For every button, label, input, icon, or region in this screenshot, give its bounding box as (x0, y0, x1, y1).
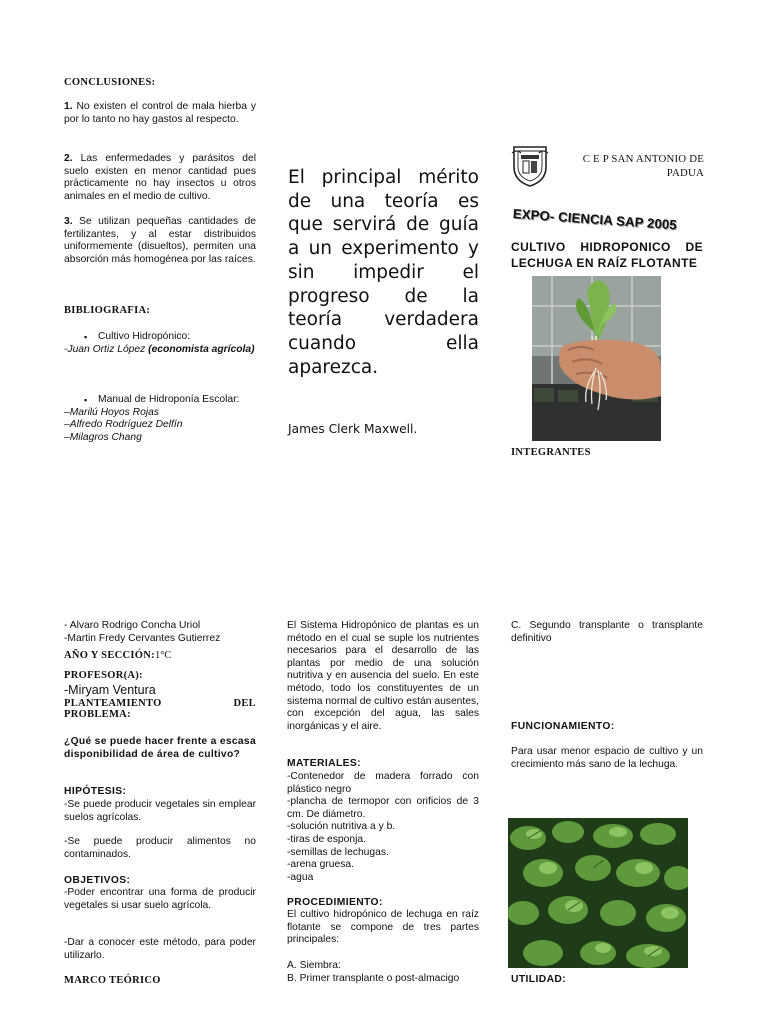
conclusion-3: 3. Se utilizan pequeñas cantidades de fertilizantes, y al estar distribuidos uniformemente (disueltos), permiten una absorción más homogénea por las raíces. (64, 216, 256, 265)
procedure-intro: El cultivo hidropónico de lechuga en raíz flotante se compone de tres partes principales: (287, 909, 479, 946)
utility-heading: UTILIDAD: (511, 974, 567, 985)
member-name: -Martin Fredy Cervantes Gutierrez (64, 632, 221, 644)
conclusion-2: 2. Las enfermedades y parásitos del suelo existen en menor cantidad pues prácticamente no hay insectos u otros animales en el medio de cultivo. (64, 153, 256, 202)
bib2-author: –Marilú Hoyos Rojas (64, 406, 159, 418)
hypothesis-2: -Se puede producir alimentos no contaminados. (64, 836, 256, 860)
lettuce-seedling-photo (532, 276, 661, 441)
procedure-steps (287, 960, 487, 985)
bib1-note: (economista agrícola) (148, 343, 255, 355)
bib1-author: -Juan Ortiz López (64, 343, 149, 355)
objective-2: -Dar a conocer este método, para poder utilizarlo. (64, 937, 256, 961)
procedure-step: B. Primer transplante o post-almacigo (287, 972, 460, 984)
teacher-label: PROFESOR(A): (64, 670, 143, 681)
bib2-title: ▪ Manual de Hidroponía Escolar: (98, 394, 264, 407)
bib2-author: –Alfredo Rodríguez Delfín (64, 419, 183, 431)
material-item: -Contenedor de madera forrado con plástico negro (287, 771, 479, 795)
material-item: -arena gruesa. (287, 859, 354, 871)
member-name: - Alvaro Rodrigo Concha Uriol (64, 620, 201, 631)
conclusion-1: 1. No existen el control de mala hierba y por lo tanto no hay gastos al respecto. (64, 101, 256, 125)
teacher-name: -Miryam Ventura (64, 683, 156, 697)
bib1-title: ▪ Cultivo Hidropónico: (98, 331, 264, 344)
problem-heading: PLANTEAMIENTO DEL PROBLEMA: (64, 698, 256, 720)
procedure-step-c: C. Segundo transplante o transplante definitivo (511, 620, 703, 644)
members-list (64, 620, 264, 645)
material-item: -plancha de termopor con orificios de 3 cm. De diámetro. (287, 796, 479, 820)
expo-title: EXPO- CIENCIA SAP 2005 (512, 206, 678, 233)
problem-question: ¿Qué se puede hacer frente a escasa disponibilidad de área de cultivo? (64, 736, 256, 760)
hypothesis-1: -Se puede producir vegetales sin emplear suelos agrícolas. (64, 799, 256, 823)
procedure-heading: PROCEDIMIENTO: (287, 897, 383, 908)
bib2-author: –Milagros Chang (64, 431, 142, 443)
function-heading: FUNCIONAMIENTO: (511, 721, 615, 732)
material-item: -semillas de lechugas. (287, 846, 389, 858)
objectives-heading: OBJETIVOS: (64, 875, 131, 886)
maxwell-quote: El principal mérito de una teoría es que servirá de guía a un experimento y sin impedir el progreso de la teoría verdadera cuando ella aparezca. (288, 167, 479, 378)
school-name: C E P SAN ANTONIO DE PADUA (582, 153, 704, 179)
material-item: -tiras de esponja. (287, 833, 366, 845)
project-title: CULTIVO HIDROPONICO DE LECHUGA EN RAÍZ FLOTANTE (511, 240, 703, 270)
material-item: -agua (287, 871, 314, 883)
objective-1: -Poder encontrar una forma de producir vegetales si usar suelo agrícola. (64, 887, 256, 911)
conclusions-heading: CONCLUSIONES: (64, 77, 156, 88)
year-section: AÑO Y SECCIÓN:1°C (64, 650, 172, 661)
theory-heading: MARCO TEÓRICO (64, 975, 161, 986)
function-text: Para usar menor espacio de cultivo y un crecimiento más sano de la lechuga. (511, 746, 703, 770)
procedure-step: A. Siembra: (287, 960, 341, 971)
hypothesis-heading: HIPÓTESIS: (64, 786, 127, 797)
hydroponics-intro: El Sistema Hidropónico de plantas es un método en el cual se suple los nutrientes necesarios para el desarrollo de las plantas por medio de una solución nutritiva y en ausencia del suelo. En este método, todo los constituyentes de un sistema normal de cultivo están ausentes, con excepción del agua, las sales inorgánicas y el aire. (287, 620, 479, 732)
bibliography-heading: BIBLIOGRAFIA: (64, 305, 151, 316)
school-crest-logo (511, 143, 549, 187)
bibliography-entry-2 (64, 394, 264, 444)
bibliography-entry-1 (64, 331, 264, 356)
materials-list (287, 771, 479, 884)
quote-author: James Clerk Maxwell. (288, 422, 418, 436)
materials-heading: MATERIALES: (287, 758, 361, 769)
material-item: -solución nutritiva a y b. (287, 821, 396, 833)
lettuce-crop-photo (508, 818, 688, 968)
members-heading: INTEGRANTES (511, 447, 591, 458)
